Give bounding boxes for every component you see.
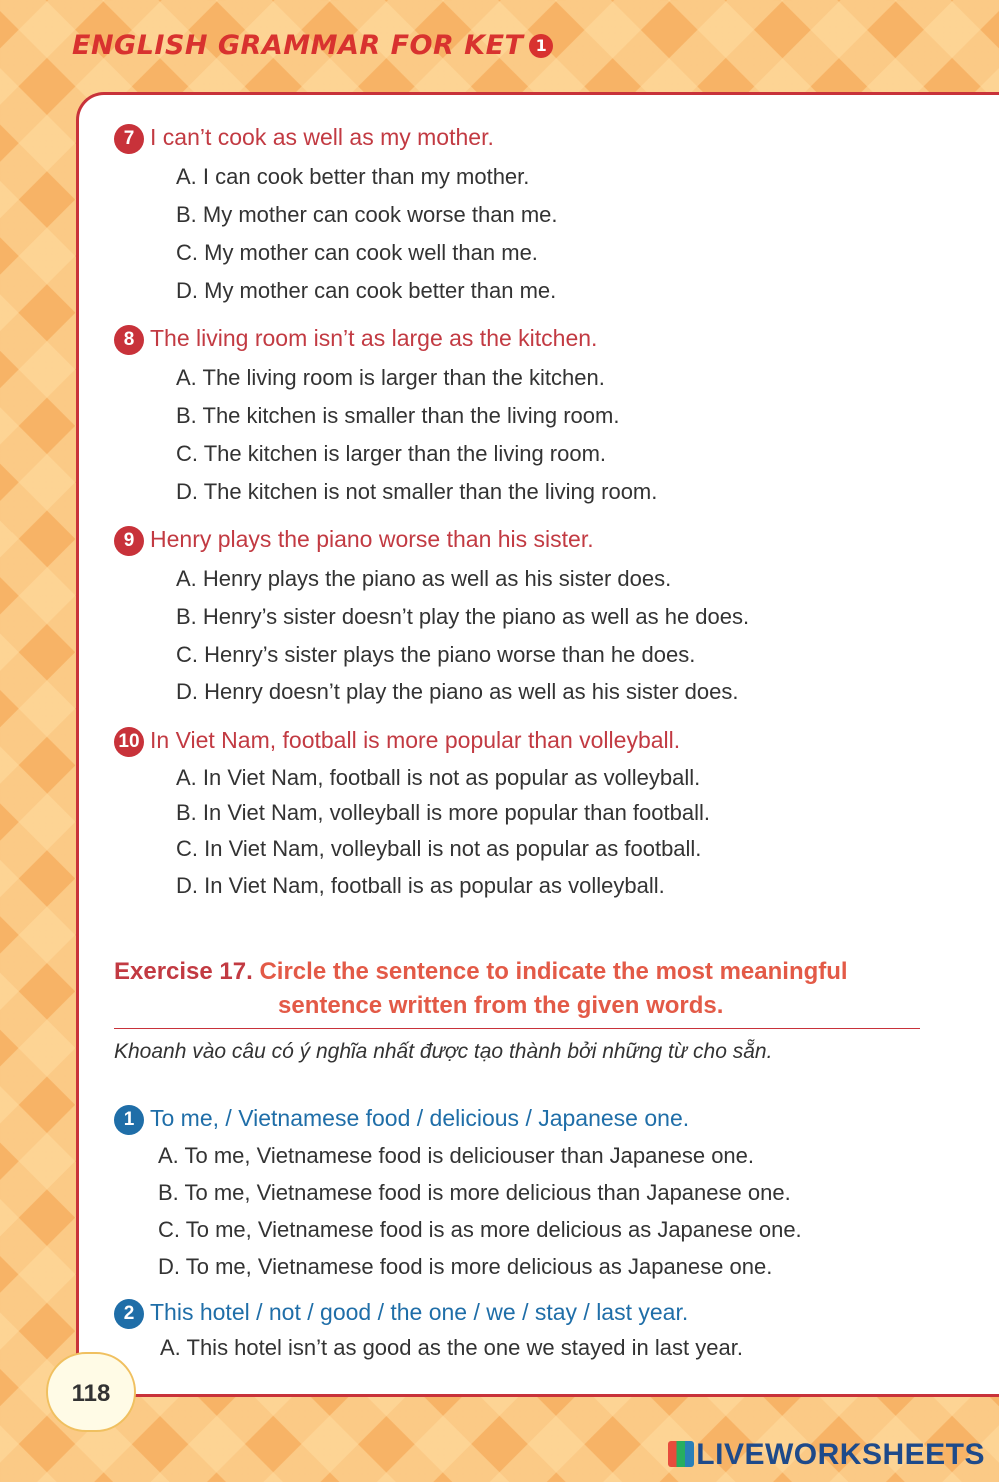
book-title: ENGLISH GRAMMAR FOR KET xyxy=(72,30,524,61)
option-e1d[interactable]: D. To me, Vietnamese food is more delicious as Japanese one. xyxy=(158,1254,773,1279)
item-number-badge: 1 xyxy=(114,1105,144,1135)
option-e2a[interactable]: A. This hotel isn’t as good as the one we stayed in last year. xyxy=(160,1335,743,1360)
option-9c[interactable]: C. Henry’s sister plays the piano worse than he does. xyxy=(176,642,696,667)
item-prompt: To me, / Vietnamese food / delicious / Japanese one. xyxy=(150,1105,690,1131)
exercise-item-2 xyxy=(114,1299,688,1329)
question-10 xyxy=(114,727,680,757)
question-7 xyxy=(114,124,494,154)
question-number-badge: 8 xyxy=(114,325,144,355)
option-e1b[interactable]: B. To me, Vietnamese food is more delicious than Japanese one. xyxy=(158,1180,791,1205)
book-header xyxy=(72,30,553,61)
item-number-badge: 2 xyxy=(114,1299,144,1329)
option-8c[interactable]: C. The kitchen is larger than the living room. xyxy=(176,441,607,466)
liveworksheets-logo-icon xyxy=(668,1441,694,1467)
option-10d[interactable]: D. In Viet Nam, football is as popular as volleyball. xyxy=(176,873,665,898)
option-7b[interactable]: B. My mother can cook worse than me. xyxy=(176,202,558,227)
book-volume-badge: 1 xyxy=(529,34,553,58)
question-number-badge: 10 xyxy=(114,727,144,757)
option-9b[interactable]: B. Henry’s sister doesn’t play the piano as well as he does. xyxy=(176,604,750,629)
question-text: Henry plays the piano worse than his sister. xyxy=(150,526,594,552)
option-8b[interactable]: B. The kitchen is smaller than the living room. xyxy=(176,403,620,428)
question-text: The living room isn’t as large as the kitchen. xyxy=(150,325,598,351)
exercise-label: Exercise 17. xyxy=(114,958,253,985)
option-9a[interactable]: A. Henry plays the piano as well as his sister does. xyxy=(176,566,672,591)
question-9 xyxy=(114,526,594,556)
question-text: In Viet Nam, football is more popular than volleyball. xyxy=(150,727,681,753)
option-10c[interactable]: C. In Viet Nam, volleyball is not as popular as football. xyxy=(176,836,702,861)
option-7a[interactable]: A. I can cook better than my mother. xyxy=(176,164,530,189)
option-e1c[interactable]: C. To me, Vietnamese food is as more delicious as Japanese one. xyxy=(158,1217,802,1242)
question-8 xyxy=(114,325,597,355)
question-number-badge: 9 xyxy=(114,526,144,556)
exercise-instruction-line1: Circle the sentence to indicate the most meaningful xyxy=(259,958,848,985)
option-7c[interactable]: C. My mother can cook well than me. xyxy=(176,240,538,265)
exercise-subtitle: Khoanh vào câu có ý nghĩa nhất được tạo thành bởi những từ cho sẵn. xyxy=(114,1040,773,1063)
exercise-heading xyxy=(114,952,944,992)
liveworksheets-watermark xyxy=(668,1438,985,1472)
option-10a[interactable]: A. In Viet Nam, football is not as popular as volleyball. xyxy=(176,765,701,790)
watermark-text: LIVEWORKSHEETS xyxy=(696,1438,985,1471)
question-text: I can’t cook as well as my mother. xyxy=(150,124,494,150)
option-8d[interactable]: D. The kitchen is not smaller than the living room. xyxy=(176,479,658,504)
option-e1a[interactable]: A. To me, Vietnamese food is deliciouser than Japanese one. xyxy=(158,1143,755,1168)
option-8a[interactable]: A. The living room is larger than the kitchen. xyxy=(176,365,605,390)
option-7d[interactable]: D. My mother can cook better than me. xyxy=(176,278,557,303)
option-9d[interactable]: D. Henry doesn’t play the piano as well as his sister does. xyxy=(176,679,739,704)
page-number: 118 xyxy=(46,1352,136,1432)
option-10b[interactable]: B. In Viet Nam, volleyball is more popular than football. xyxy=(176,800,710,825)
exercise-divider xyxy=(114,1028,920,1029)
exercise-instruction-line2: sentence written from the given words. xyxy=(278,992,724,1019)
exercise-item-1 xyxy=(114,1105,689,1135)
question-number-badge: 7 xyxy=(114,124,144,154)
item-prompt: This hotel / not / good / the one / we / stay / last year. xyxy=(150,1299,689,1325)
